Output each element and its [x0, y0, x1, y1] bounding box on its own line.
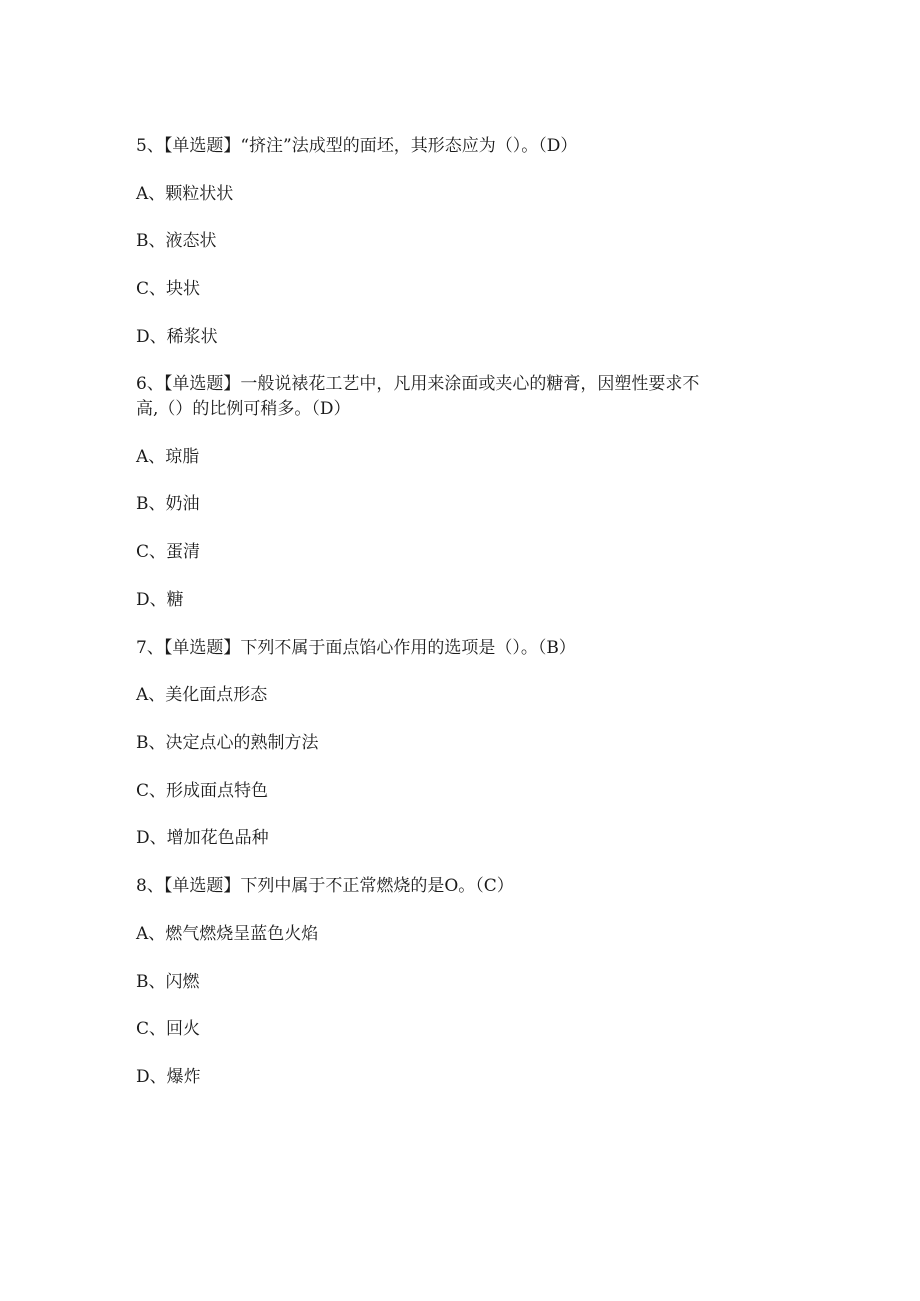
question-5-option-b: B、液态状	[136, 231, 217, 251]
question-7-stem: 7、【单选题】下列不属于面点馅心作用的选项是（）。（B）	[136, 638, 576, 658]
question-5-stem: 5、【单选题】“挤注”法成型的面坯，其形态应为（）。（D）	[136, 136, 578, 156]
question-8-stem: 8、【单选题】下列中属于不正常燃烧的是O。（C）	[136, 876, 514, 896]
question-6-option-c: C、蛋清	[136, 542, 201, 562]
question-6-stem-line-1: 6、【单选题】一般说裱花工艺中，凡用来涂面或夹心的糖膏，因塑性要求不	[136, 374, 700, 394]
question-5-option-c: C、块状	[136, 279, 201, 299]
question-5-option-d: D、稀浆状	[136, 327, 218, 347]
question-7-option-a: A、美化面点形态	[136, 685, 268, 705]
question-6-option-b: B、奶油	[136, 494, 200, 514]
question-8-option-d: D、爆炸	[136, 1067, 201, 1087]
question-6-option-a: A、琼脂	[136, 447, 200, 467]
question-8-option-b: B、闪燃	[136, 972, 200, 992]
question-5-option-a: A、颗粒状状	[136, 184, 234, 204]
question-7-option-c: C、形成面点特色	[136, 781, 269, 801]
question-6-stem-line-2: 高,（）的比例可稍多。（D）	[136, 399, 351, 419]
question-8-option-c: C、回火	[136, 1019, 201, 1039]
question-6-option-d: D、糖	[136, 590, 184, 610]
question-7-option-b: B、决定点心的熟制方法	[136, 733, 319, 753]
question-8-option-a: A、燃气燃烧呈蓝色火焰	[136, 924, 319, 944]
question-7-option-d: D、增加花色品种	[136, 828, 269, 848]
